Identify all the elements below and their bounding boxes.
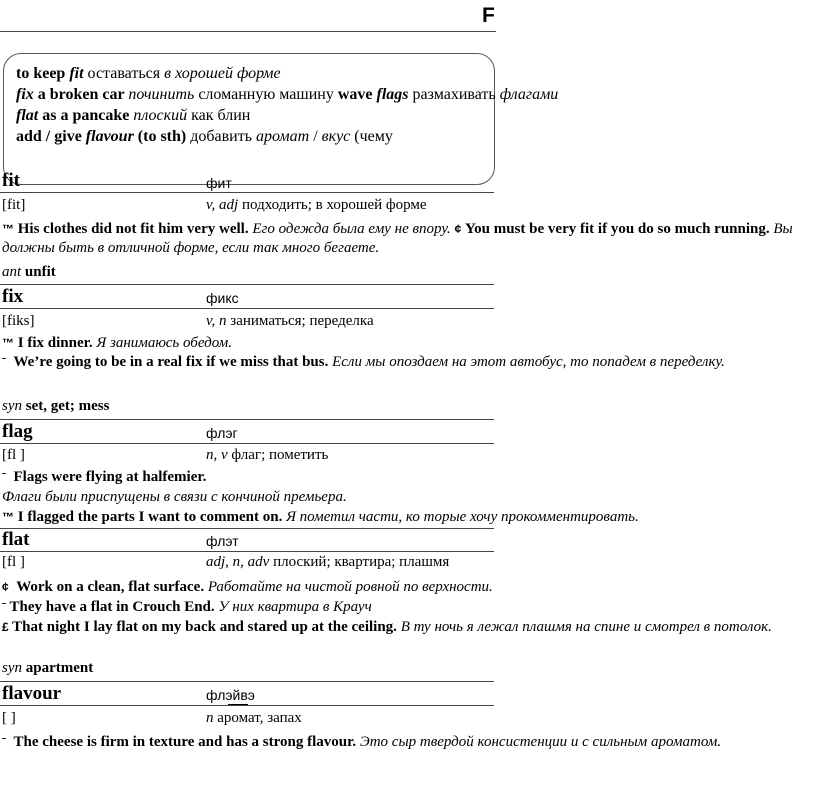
phrase-2-a: fix <box>16 86 34 103</box>
phrase-2 <box>16 85 558 105</box>
example-flag-2-ru: Я пометил части, ко торые хочу прокомментировать. <box>282 509 639 525</box>
phrase-4-e: аромат <box>256 128 310 145</box>
phrase-4-d: добавить <box>186 128 257 145</box>
pron-flavour: [ ] <box>2 710 16 726</box>
meaning-fix: заниматься; переделка <box>226 313 374 329</box>
pos-flag <box>206 447 328 464</box>
header-rule <box>0 31 496 32</box>
phrase-1-a: to keep <box>16 65 70 82</box>
phrase-4-h: (чему <box>350 128 393 145</box>
translit-flag: флэг <box>206 425 238 441</box>
pos-flat <box>206 554 449 571</box>
entry-rule-flavour <box>0 705 494 706</box>
pos-fit <box>206 197 427 214</box>
example-flag-1 <box>2 468 206 487</box>
pos-flavour-label: n <box>206 710 214 726</box>
pron-fit: [fit] <box>2 197 26 213</box>
phrase-3-d: как блин <box>187 107 251 124</box>
note-flat <box>2 660 93 677</box>
example-flavour-1-en: The cheese is firm in texture and has a strong flavour. <box>13 734 357 750</box>
marker-flavour-1: ˉ <box>2 735 6 749</box>
meaning-flat: плоский; квартира; плашмя <box>269 554 450 570</box>
phrase-2-d: сломанную машину <box>194 86 338 103</box>
marker-flag-1: ˉ <box>2 470 6 484</box>
headword-flat: flat <box>2 529 30 550</box>
marker-fit-2: ¢ <box>454 222 462 236</box>
note-flat-label: syn <box>2 660 22 676</box>
pos-fix-label: v, n <box>206 313 227 329</box>
example-fit-1-en: His clothes did not fit him very well. <box>17 221 249 237</box>
phrase-4-f: / <box>309 128 322 145</box>
section-rule-fit <box>0 284 494 285</box>
example-flag-1-ru: Флаги были приспущены в связи с кончиной премьера. <box>2 489 347 505</box>
phrase-4-b: flavour <box>85 128 134 145</box>
meaning-fit: подходить; в хорошей форме <box>238 197 427 213</box>
example-fix-2 <box>2 353 792 372</box>
meaning-flavour: аромат, запах <box>213 710 302 726</box>
pron-fix: [fiks] <box>2 313 35 329</box>
pron-flag: [fl ] <box>2 447 25 463</box>
phrase-2-h: флагами <box>499 86 559 103</box>
headword-flavour: flavour <box>2 683 62 704</box>
phrase-4-a: add / give <box>16 128 86 145</box>
phrase-1-d: в хорошей форме <box>164 65 281 82</box>
example-fix-1-ru: Я занимаюсь обедом. <box>92 335 232 351</box>
example-flat-2 <box>2 598 372 617</box>
pos-flat-label: adj, n, adv <box>206 554 270 570</box>
note-fit <box>2 264 56 281</box>
marker-flat-1: ¢ <box>2 580 9 594</box>
example-fix-2-en: We’re going to be in a real fix if we miss that bus. <box>13 354 329 370</box>
marker-fit-1: ™ <box>2 222 14 236</box>
example-flat-1-en: Work on a clean, flat surface. <box>16 579 205 595</box>
example-flat-2-en: They have a flat in Crouch End. <box>6 599 215 615</box>
marker-fix-2: ˉ <box>2 355 6 369</box>
example-flavour-1 <box>2 733 792 752</box>
example-fit-1-ru: Его одежда была ему не впору. <box>248 221 455 237</box>
phrase-4 <box>16 127 393 147</box>
phrase-2-g: размахивать <box>408 86 500 103</box>
note-fix-value: set, get; mess <box>22 398 110 414</box>
pos-flag-label: n, v <box>206 447 228 463</box>
entry-rule-flag <box>0 443 494 444</box>
translit-fit: фит <box>206 175 232 191</box>
phrase-3-b: as a pancake <box>38 107 134 124</box>
example-flag-2-en: I flagged the parts I want to comment on. <box>14 509 283 525</box>
pos-flavour <box>206 710 302 727</box>
note-fit-value: unfit <box>21 264 56 280</box>
pos-fit-label: v, adj <box>206 197 239 213</box>
example-flat-1-ru: Работайте на чистой ровной по верхности. <box>204 579 493 595</box>
example-fix-1 <box>2 334 232 353</box>
marker-fix-1: ™ <box>2 336 14 350</box>
headword-flag: flag <box>2 421 33 442</box>
note-flat-value: apartment <box>22 660 94 676</box>
note-fix <box>2 398 109 415</box>
pron-flat: [fl ] <box>2 554 25 570</box>
phrase-4-g: вкус <box>321 128 351 145</box>
page-letter: F <box>482 4 495 27</box>
translit-fix: фикс <box>206 290 239 306</box>
note-fit-label: ant <box>2 264 22 280</box>
phrase-3 <box>16 106 250 126</box>
translit-flat: флэт <box>206 533 239 549</box>
note-fix-label: syn <box>2 398 22 414</box>
example-flag-2 <box>2 508 639 527</box>
section-rule-fix <box>0 419 494 420</box>
headword-fit: fit <box>2 170 20 191</box>
phrase-2-e: wave <box>337 86 377 103</box>
example-fix-2-ru: Если мы опоздаем на этот автобус, то попадем в переделку. <box>328 354 725 370</box>
example-flat-3 <box>2 618 812 637</box>
marker-flat-3: £ <box>2 620 9 634</box>
section-rule-flag <box>0 528 494 529</box>
example-flat-3-en: That night I lay flat on my back and stared up at the ceiling. <box>8 619 397 635</box>
phrase-3-a: flat <box>16 107 39 124</box>
phrase-4-c: (to sth) <box>133 128 187 145</box>
phrase-2-c: починить <box>128 86 195 103</box>
headword-fix: fix <box>2 286 24 307</box>
example-fix-1-en: I fix dinner. <box>14 335 93 351</box>
entry-rule-fit <box>0 192 494 193</box>
example-flat-1 <box>2 578 493 597</box>
phrase-1-c: оставаться <box>83 65 165 82</box>
entry-rule-fix <box>0 308 494 309</box>
example-flat-2-ru: У них квартира в Крауч <box>214 599 372 615</box>
phrase-1-b: fit <box>69 65 84 82</box>
marker-flat-2: ˉ <box>2 600 6 614</box>
example-flag-1-translation <box>2 488 347 507</box>
example-fit-2-en: You must be very fit if you do so much running. <box>461 221 770 237</box>
example-fit-1 <box>2 220 816 258</box>
marker-flag-2: ™ <box>2 510 14 524</box>
translit-flavour: флэйвэ <box>206 687 255 703</box>
example-flag-1-en: Flags were flying at halfemier. <box>13 469 207 485</box>
section-rule-flat <box>0 681 494 682</box>
phrase-1 <box>16 64 281 84</box>
example-fit-2-ru: Вы должны быть в отличной форме, если так много бегаете. <box>2 221 793 256</box>
meaning-flag: флаг; пометить <box>227 447 329 463</box>
phrase-3-c: плоский <box>133 107 188 124</box>
example-flavour-1-ru: Это сыр твердой консистенции и с сильным ароматом. <box>356 734 722 750</box>
phrase-2-f: flags <box>376 86 409 103</box>
phrase-2-b: a broken car <box>33 86 129 103</box>
example-flat-3-ru: В ту ночь я лежал плашмя на спине и смотрел в потолок. <box>396 619 772 635</box>
entry-rule-flat <box>0 551 494 552</box>
pos-fix <box>206 313 374 330</box>
